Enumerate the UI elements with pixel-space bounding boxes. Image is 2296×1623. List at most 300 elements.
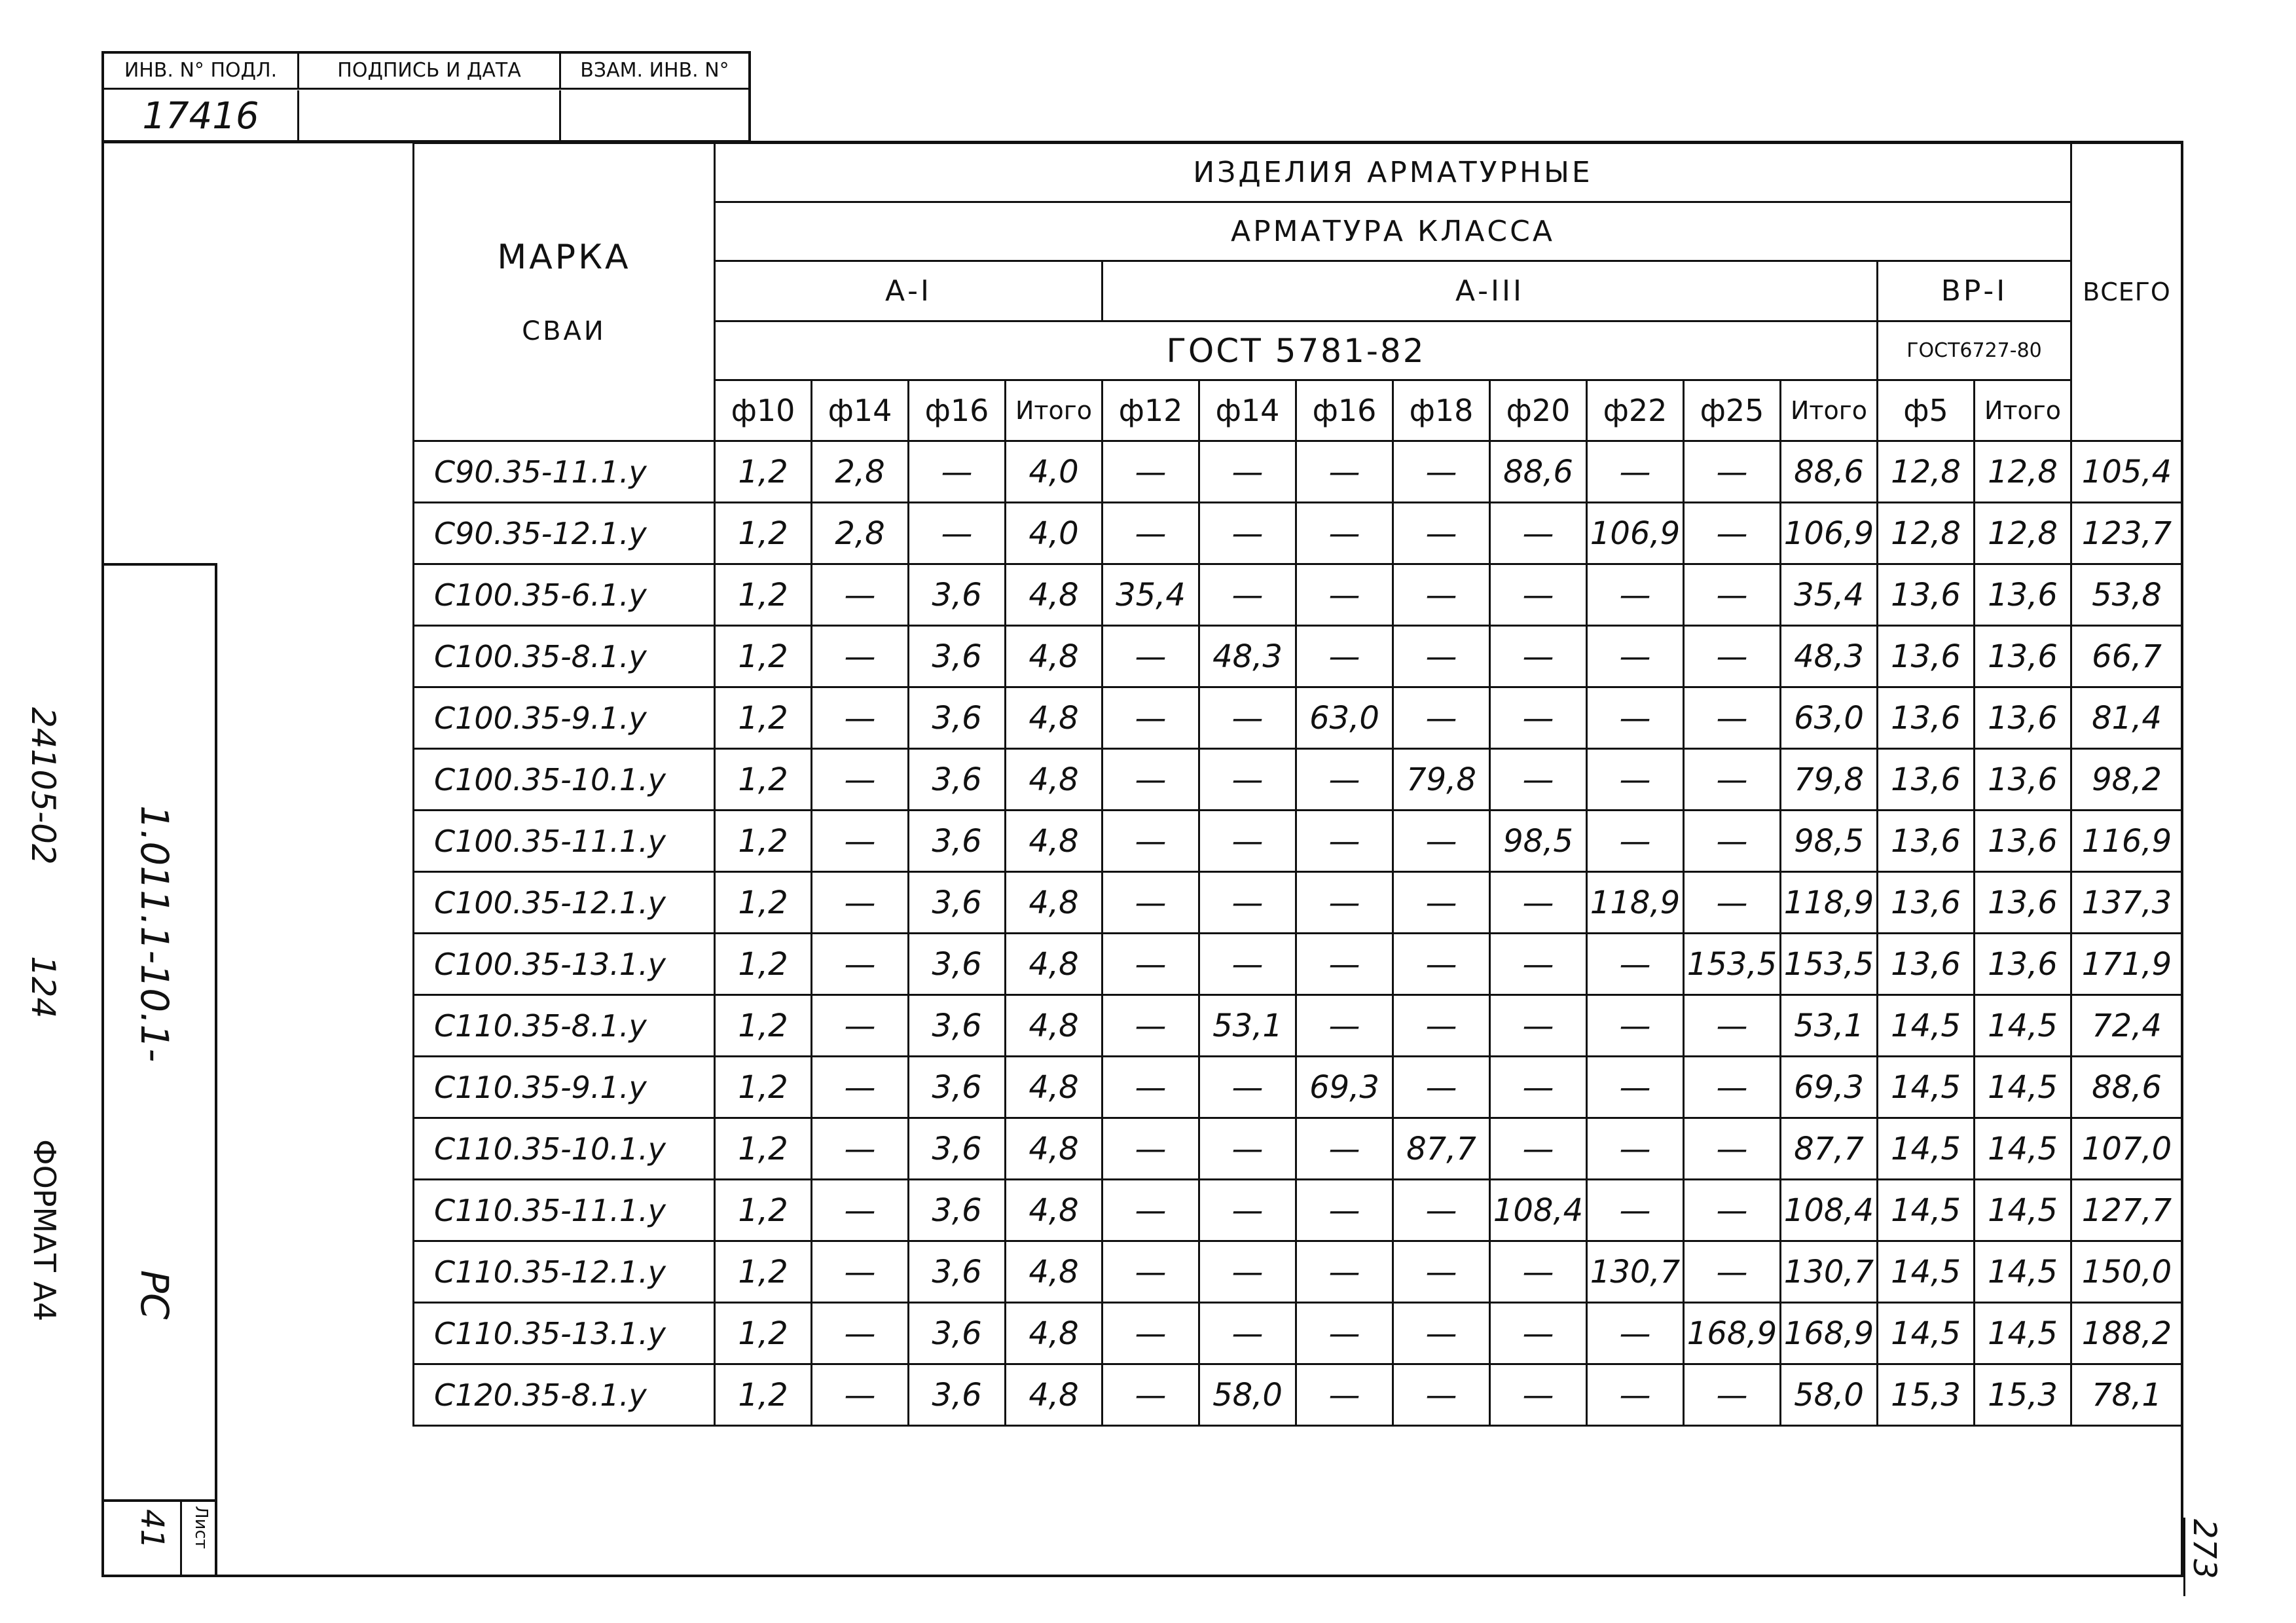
table-cell: 87,7 bbox=[1781, 1118, 1878, 1180]
table-cell: — bbox=[1490, 503, 1587, 564]
pile-mark: С90.35-12.1.у bbox=[414, 503, 715, 564]
table-cell: — bbox=[1587, 1180, 1684, 1241]
mark-header-cell bbox=[414, 143, 715, 441]
table-cell: 63,0 bbox=[1296, 687, 1393, 749]
table-cell: 106,9 bbox=[1587, 503, 1684, 564]
table-cell: 13,6 bbox=[1975, 811, 2071, 872]
table-cell: — bbox=[1684, 995, 1781, 1057]
table-cell: 13,6 bbox=[1975, 626, 2071, 687]
table-cell: 14,5 bbox=[1878, 1057, 1975, 1118]
table-cell: 15,3 bbox=[1975, 1364, 2071, 1426]
table-cell: 1,2 bbox=[715, 564, 812, 626]
col-header: ф14 bbox=[812, 380, 909, 441]
table-cell: 4,8 bbox=[1006, 1241, 1102, 1303]
stage-code: PC bbox=[132, 1270, 177, 1320]
stamp-signature-cell bbox=[299, 90, 561, 143]
row-total: 105,4 bbox=[2071, 441, 2183, 503]
table-cell: — bbox=[812, 1364, 909, 1426]
stamp-inv-number: 17416 bbox=[104, 90, 299, 143]
table-cell: — bbox=[1684, 872, 1781, 934]
side-strip-right bbox=[215, 563, 217, 1575]
table-cell: — bbox=[1102, 626, 1199, 687]
stamp-divider bbox=[104, 88, 748, 90]
table-cell: 1,2 bbox=[715, 503, 812, 564]
page-number-mark bbox=[2183, 1518, 2185, 1596]
table-cell: — bbox=[812, 1241, 909, 1303]
table-cell: 14,5 bbox=[1975, 1241, 2071, 1303]
row-total: 127,7 bbox=[2071, 1180, 2183, 1241]
table-cell: 1,2 bbox=[715, 872, 812, 934]
pile-mark: С100.35-11.1.у bbox=[414, 811, 715, 872]
table-cell: 4,8 bbox=[1006, 1057, 1102, 1118]
table-cell: — bbox=[1393, 1364, 1490, 1426]
table-cell: — bbox=[1684, 1057, 1781, 1118]
group-vr1: ВР-I bbox=[1878, 261, 2071, 321]
table-cell: 53,1 bbox=[1781, 995, 1878, 1057]
table-cell: 13,6 bbox=[1878, 811, 1975, 872]
table-cell: 118,9 bbox=[1781, 872, 1878, 934]
table-cell: — bbox=[1296, 1180, 1393, 1241]
table-cell: 14,5 bbox=[1878, 1303, 1975, 1364]
col-header: Итого bbox=[1781, 380, 1878, 441]
table-cell: 3,6 bbox=[909, 626, 1006, 687]
table-cell: 108,4 bbox=[1781, 1180, 1878, 1241]
table-cell: — bbox=[1587, 749, 1684, 811]
table-cell: — bbox=[812, 872, 909, 934]
table-cell: — bbox=[1490, 1364, 1587, 1426]
table-cell: — bbox=[1684, 564, 1781, 626]
class-title: АРМАТУРА КЛАССА bbox=[715, 202, 2071, 261]
table-cell: — bbox=[1490, 1057, 1587, 1118]
table-cell: — bbox=[1199, 687, 1296, 749]
table-cell: 3,6 bbox=[909, 687, 1006, 749]
table-cell: — bbox=[1199, 934, 1296, 995]
table-cell: — bbox=[909, 441, 1006, 503]
table-cell: — bbox=[1102, 1057, 1199, 1118]
table-cell: 168,9 bbox=[1781, 1303, 1878, 1364]
table-cell: — bbox=[1393, 503, 1490, 564]
col-header: ф14 bbox=[1199, 380, 1296, 441]
table-cell: 1,2 bbox=[715, 687, 812, 749]
table-cell: 98,5 bbox=[1490, 811, 1587, 872]
table-cell: 130,7 bbox=[1587, 1241, 1684, 1303]
mark-header: МАРКА bbox=[497, 238, 631, 277]
table-cell: 13,6 bbox=[1975, 872, 2071, 934]
table-cell: 4,8 bbox=[1006, 749, 1102, 811]
table-cell: — bbox=[1490, 687, 1587, 749]
table-cell: — bbox=[1490, 1241, 1587, 1303]
pile-mark: С110.35-11.1.у bbox=[414, 1180, 715, 1241]
table-row bbox=[414, 1118, 2183, 1180]
table-cell: — bbox=[1393, 441, 1490, 503]
col-header: ф12 bbox=[1102, 380, 1199, 441]
table-cell: — bbox=[1490, 1303, 1587, 1364]
table-cell: 3,6 bbox=[909, 1118, 1006, 1180]
table-cell: 4,8 bbox=[1006, 1364, 1102, 1426]
table-cell: — bbox=[1102, 872, 1199, 934]
row-total: 188,2 bbox=[2071, 1303, 2183, 1364]
pile-mark: С110.35-9.1.у bbox=[414, 1057, 715, 1118]
table-cell: — bbox=[1102, 1241, 1199, 1303]
table-cell: — bbox=[812, 934, 909, 995]
row-total: 53,8 bbox=[2071, 564, 2183, 626]
col-header: ф18 bbox=[1393, 380, 1490, 441]
table-cell: — bbox=[1490, 626, 1587, 687]
table-cell: — bbox=[1296, 749, 1393, 811]
table-cell: 14,5 bbox=[1975, 1118, 2071, 1180]
table-cell: — bbox=[1296, 503, 1393, 564]
row-total: 66,7 bbox=[2071, 626, 2183, 687]
table-cell: — bbox=[1296, 811, 1393, 872]
group-a3: А-III bbox=[1102, 261, 1878, 321]
table-cell: — bbox=[1296, 564, 1393, 626]
sheet-label: Лист bbox=[191, 1506, 211, 1549]
table-cell: — bbox=[1684, 626, 1781, 687]
table-cell: 1,2 bbox=[715, 1241, 812, 1303]
table-cell: 13,6 bbox=[1878, 564, 1975, 626]
row-total: 123,7 bbox=[2071, 503, 2183, 564]
total-header: ВСЕГО bbox=[2071, 143, 2183, 441]
table-cell: — bbox=[1199, 872, 1296, 934]
table-row bbox=[414, 687, 2183, 749]
col-header: ф10 bbox=[715, 380, 812, 441]
pile-mark: С100.35-6.1.у bbox=[414, 564, 715, 626]
side-page-ref: 124 bbox=[24, 956, 62, 1019]
table-cell: — bbox=[1587, 441, 1684, 503]
table-cell: — bbox=[1393, 1057, 1490, 1118]
table-cell: 153,5 bbox=[1684, 934, 1781, 995]
table-cell: — bbox=[812, 564, 909, 626]
page-number: 273 bbox=[2186, 1519, 2223, 1579]
table-cell: — bbox=[1587, 626, 1684, 687]
table-cell: 1,2 bbox=[715, 1118, 812, 1180]
row-total: 98,2 bbox=[2071, 749, 2183, 811]
table-cell: — bbox=[1199, 1057, 1296, 1118]
table-cell: 1,2 bbox=[715, 1057, 812, 1118]
table-cell: — bbox=[1296, 626, 1393, 687]
table-cell: — bbox=[1587, 1057, 1684, 1118]
table-cell: 4,8 bbox=[1006, 995, 1102, 1057]
table-cell: 35,4 bbox=[1781, 564, 1878, 626]
table-cell: 3,6 bbox=[909, 564, 1006, 626]
table-cell: 3,6 bbox=[909, 749, 1006, 811]
archive-number: 24105-02 bbox=[24, 707, 62, 865]
table-row bbox=[414, 1180, 2183, 1241]
table-cell: — bbox=[1490, 934, 1587, 995]
table-cell: 14,5 bbox=[1878, 1241, 1975, 1303]
table-title: ИЗДЕЛИЯ АРМАТУРНЫЕ bbox=[715, 143, 2071, 202]
table-cell: — bbox=[1684, 1180, 1781, 1241]
table-cell: 63,0 bbox=[1781, 687, 1878, 749]
table-cell: 14,5 bbox=[1878, 995, 1975, 1057]
frame-bottom-line bbox=[101, 1575, 2183, 1577]
table-cell: 13,6 bbox=[1878, 687, 1975, 749]
table-cell: — bbox=[1490, 1118, 1587, 1180]
row-total: 81,4 bbox=[2071, 687, 2183, 749]
pile-mark: С100.35-13.1.у bbox=[414, 934, 715, 995]
table-cell: — bbox=[1684, 1118, 1781, 1180]
table-cell: 3,6 bbox=[909, 1180, 1006, 1241]
table-cell: 69,3 bbox=[1296, 1057, 1393, 1118]
col-header: ф16 bbox=[909, 380, 1006, 441]
series-number: 1.011.1-10.1- bbox=[132, 805, 177, 1063]
row-total: 72,4 bbox=[2071, 995, 2183, 1057]
table-cell: 3,6 bbox=[909, 1364, 1006, 1426]
col-header: Итого bbox=[1006, 380, 1102, 441]
table-cell: — bbox=[1102, 1118, 1199, 1180]
table-cell: 12,8 bbox=[1878, 503, 1975, 564]
table-cell: — bbox=[1296, 872, 1393, 934]
table-cell: 14,5 bbox=[1878, 1118, 1975, 1180]
row-total: 116,9 bbox=[2071, 811, 2183, 872]
pile-mark: С110.35-8.1.у bbox=[414, 995, 715, 1057]
table-cell: 14,5 bbox=[1975, 995, 2071, 1057]
table-cell: 14,5 bbox=[1878, 1180, 1975, 1241]
table-cell: — bbox=[1296, 1241, 1393, 1303]
table-cell: 53,1 bbox=[1199, 995, 1296, 1057]
pile-mark: С90.35-11.1.у bbox=[414, 441, 715, 503]
table-cell: 1,2 bbox=[715, 1364, 812, 1426]
row-total: 150,0 bbox=[2071, 1241, 2183, 1303]
table-cell: — bbox=[1393, 811, 1490, 872]
table-cell: — bbox=[1102, 934, 1199, 995]
table-cell: 48,3 bbox=[1199, 626, 1296, 687]
table-cell: — bbox=[812, 1118, 909, 1180]
table-cell: — bbox=[1393, 934, 1490, 995]
table-cell: — bbox=[1393, 995, 1490, 1057]
table-cell: 1,2 bbox=[715, 934, 812, 995]
table-cell: — bbox=[1296, 441, 1393, 503]
table-cell: — bbox=[1102, 749, 1199, 811]
table-row bbox=[414, 749, 2183, 811]
table-cell: — bbox=[812, 995, 909, 1057]
table-cell: 130,7 bbox=[1781, 1241, 1878, 1303]
table-cell: — bbox=[1587, 1303, 1684, 1364]
pile-mark: С120.35-8.1.у bbox=[414, 1364, 715, 1426]
table-cell: — bbox=[812, 749, 909, 811]
table-cell: 3,6 bbox=[909, 1303, 1006, 1364]
table-cell: — bbox=[1296, 995, 1393, 1057]
table-cell: — bbox=[1199, 564, 1296, 626]
table-cell: 79,8 bbox=[1781, 749, 1878, 811]
table-cell: 48,3 bbox=[1781, 626, 1878, 687]
table-row bbox=[414, 934, 2183, 995]
table-cell: — bbox=[1587, 995, 1684, 1057]
table-cell: — bbox=[1199, 1241, 1296, 1303]
table-cell: 13,6 bbox=[1975, 687, 2071, 749]
table-cell: — bbox=[1684, 811, 1781, 872]
row-total: 171,9 bbox=[2071, 934, 2183, 995]
table-cell: — bbox=[1587, 1364, 1684, 1426]
table-cell: 13,6 bbox=[1878, 626, 1975, 687]
col-header: ф16 bbox=[1296, 380, 1393, 441]
table-cell: 4,8 bbox=[1006, 626, 1102, 687]
table-cell: — bbox=[1199, 1180, 1296, 1241]
table-cell: — bbox=[1102, 441, 1199, 503]
format-label: ФОРМАТ А4 bbox=[27, 1139, 62, 1322]
table-cell: 4,8 bbox=[1006, 934, 1102, 995]
table-cell: 1,2 bbox=[715, 749, 812, 811]
table-cell: — bbox=[1199, 1118, 1296, 1180]
table-row bbox=[414, 1364, 2183, 1426]
table-cell: 4,8 bbox=[1006, 811, 1102, 872]
table-cell: — bbox=[812, 626, 909, 687]
table-cell: — bbox=[1102, 687, 1199, 749]
table-cell: — bbox=[1393, 1303, 1490, 1364]
table-cell: — bbox=[1393, 626, 1490, 687]
pile-mark: С100.35-8.1.у bbox=[414, 626, 715, 687]
table-cell: 4,8 bbox=[1006, 687, 1102, 749]
table-cell: — bbox=[812, 811, 909, 872]
table-cell: — bbox=[1490, 872, 1587, 934]
table-cell: 35,4 bbox=[1102, 564, 1199, 626]
table-cell: — bbox=[1102, 503, 1199, 564]
table-cell: — bbox=[1199, 1303, 1296, 1364]
table-cell: 14,5 bbox=[1975, 1057, 2071, 1118]
side-strip-sheet-divider bbox=[180, 1499, 182, 1575]
table-row bbox=[414, 626, 2183, 687]
stamp-replace-header: ВЗАМ. ИНВ. N° bbox=[580, 59, 729, 82]
table-cell: — bbox=[1102, 995, 1199, 1057]
table-cell: — bbox=[1393, 1241, 1490, 1303]
row-total: 88,6 bbox=[2071, 1057, 2183, 1118]
table-cell: 3,6 bbox=[909, 811, 1006, 872]
table-cell: 88,6 bbox=[1490, 441, 1587, 503]
group-a1: А-I bbox=[715, 261, 1102, 321]
table-cell: — bbox=[1393, 1180, 1490, 1241]
table-cell: 1,2 bbox=[715, 1180, 812, 1241]
table-cell: — bbox=[1587, 564, 1684, 626]
table-cell: 106,9 bbox=[1781, 503, 1878, 564]
stamp-inv-header: ИНВ. N° ПОДЛ. bbox=[104, 54, 299, 88]
table-cell: 13,6 bbox=[1878, 934, 1975, 995]
table-cell: 12,8 bbox=[1975, 503, 2071, 564]
standard-a: ГОСТ 5781-82 bbox=[715, 321, 1878, 380]
table-cell: 12,8 bbox=[1975, 441, 2071, 503]
table-cell: — bbox=[1587, 934, 1684, 995]
table-cell: 118,9 bbox=[1587, 872, 1684, 934]
col-header: ф22 bbox=[1587, 380, 1684, 441]
table-cell: — bbox=[1490, 749, 1587, 811]
side-strip-sheet-line bbox=[101, 1499, 216, 1502]
side-strip-top bbox=[101, 563, 216, 566]
pile-mark: С110.35-10.1.у bbox=[414, 1118, 715, 1180]
row-total: 107,0 bbox=[2071, 1118, 2183, 1180]
table-cell: 1,2 bbox=[715, 626, 812, 687]
table-cell: — bbox=[1684, 749, 1781, 811]
table-cell: 58,0 bbox=[1781, 1364, 1878, 1426]
pile-mark: С100.35-10.1.у bbox=[414, 749, 715, 811]
table-cell: 13,6 bbox=[1975, 564, 2071, 626]
table-cell: 2,8 bbox=[812, 503, 909, 564]
table-cell: — bbox=[812, 687, 909, 749]
pile-mark: С100.35-9.1.у bbox=[414, 687, 715, 749]
table-cell: — bbox=[1102, 1303, 1199, 1364]
col-header: ф5 bbox=[1878, 380, 1975, 441]
table-cell: 4,8 bbox=[1006, 872, 1102, 934]
table-cell: — bbox=[1684, 687, 1781, 749]
table-cell: — bbox=[1684, 503, 1781, 564]
table-cell: 13,6 bbox=[1878, 872, 1975, 934]
table-cell: 153,5 bbox=[1781, 934, 1878, 995]
table-cell: 87,7 bbox=[1393, 1118, 1490, 1180]
table-cell: 14,5 bbox=[1975, 1303, 2071, 1364]
table-cell: 58,0 bbox=[1199, 1364, 1296, 1426]
table-cell: 3,6 bbox=[909, 1241, 1006, 1303]
table-cell: 3,6 bbox=[909, 872, 1006, 934]
table-cell: 108,4 bbox=[1490, 1180, 1587, 1241]
table-row bbox=[414, 1241, 2183, 1303]
table-row bbox=[414, 503, 2183, 564]
table-cell: 88,6 bbox=[1781, 441, 1878, 503]
table-cell: — bbox=[1296, 1118, 1393, 1180]
table-cell: — bbox=[1199, 503, 1296, 564]
table-cell: 1,2 bbox=[715, 441, 812, 503]
table-row bbox=[414, 441, 2183, 503]
table-cell: — bbox=[1684, 1241, 1781, 1303]
table-cell: — bbox=[1296, 1364, 1393, 1426]
table-cell: 168,9 bbox=[1684, 1303, 1781, 1364]
table-row bbox=[414, 811, 2183, 872]
row-total: 78,1 bbox=[2071, 1364, 2183, 1426]
table-row bbox=[414, 1057, 2183, 1118]
table-cell: — bbox=[1393, 687, 1490, 749]
table-cell: 12,8 bbox=[1878, 441, 1975, 503]
table-cell: — bbox=[812, 1057, 909, 1118]
col-header: ф25 bbox=[1684, 380, 1781, 441]
row-total: 137,3 bbox=[2071, 872, 2183, 934]
table-cell: — bbox=[1199, 749, 1296, 811]
table-cell: — bbox=[1684, 441, 1781, 503]
table-cell: — bbox=[1296, 934, 1393, 995]
table-cell: 3,6 bbox=[909, 934, 1006, 995]
pile-mark: С110.35-12.1.у bbox=[414, 1241, 715, 1303]
table-cell: — bbox=[1587, 687, 1684, 749]
table-cell: — bbox=[812, 1180, 909, 1241]
sheet-number: 41 bbox=[134, 1509, 170, 1550]
table-cell: 13,6 bbox=[1975, 934, 2071, 995]
table-row bbox=[414, 564, 2183, 626]
table-cell: 1,2 bbox=[715, 811, 812, 872]
table-cell: — bbox=[1587, 1118, 1684, 1180]
table-cell: 1,2 bbox=[715, 995, 812, 1057]
pile-mark: С110.35-13.1.у bbox=[414, 1303, 715, 1364]
col-header: Итого bbox=[1975, 380, 2071, 441]
table-cell: 69,3 bbox=[1781, 1057, 1878, 1118]
table-cell: 14,5 bbox=[1975, 1180, 2071, 1241]
table-cell: — bbox=[812, 1303, 909, 1364]
frame-left-line bbox=[101, 51, 104, 1577]
table-row bbox=[414, 995, 2183, 1057]
reinforcement-table bbox=[412, 142, 2183, 1427]
table-cell: — bbox=[1199, 441, 1296, 503]
table-cell: 3,6 bbox=[909, 1057, 1006, 1118]
table-cell: 98,5 bbox=[1781, 811, 1878, 872]
table-cell: — bbox=[1684, 1364, 1781, 1426]
table-cell: — bbox=[1102, 811, 1199, 872]
table-cell: 2,8 bbox=[812, 441, 909, 503]
table-cell: 4,8 bbox=[1006, 564, 1102, 626]
table-cell: 3,6 bbox=[909, 995, 1006, 1057]
table-cell: 4,0 bbox=[1006, 441, 1102, 503]
col-header: ф20 bbox=[1490, 380, 1587, 441]
table-cell: 4,8 bbox=[1006, 1303, 1102, 1364]
table-cell: 4,8 bbox=[1006, 1180, 1102, 1241]
table-cell: — bbox=[1490, 564, 1587, 626]
table-cell: 13,6 bbox=[1975, 749, 2071, 811]
table-cell: — bbox=[1296, 1303, 1393, 1364]
table-cell: — bbox=[1102, 1180, 1199, 1241]
